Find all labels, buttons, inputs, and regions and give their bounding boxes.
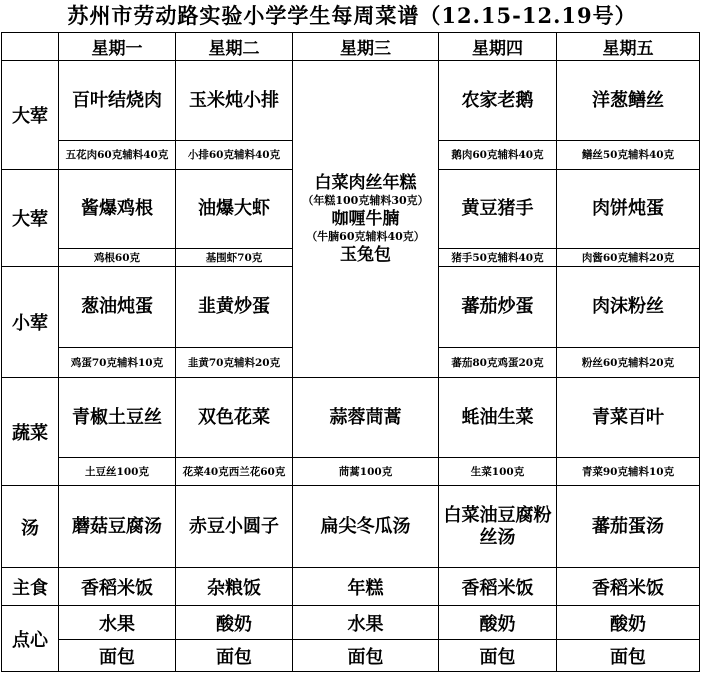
dish-ingredients: 五花肉60克辅料40克 bbox=[59, 141, 176, 170]
page-title: 苏州市劳动路实验小学学生每周菜谱（12.15-12.19号） bbox=[67, 3, 637, 28]
header-row bbox=[2, 33, 700, 61]
dish-ingredients: 小排60克辅料40克 bbox=[176, 141, 293, 170]
dish-name: 蕃茄炒蛋 bbox=[439, 267, 557, 348]
corner-cell bbox=[2, 33, 59, 61]
dish-name: 蚝油生菜 bbox=[439, 378, 557, 458]
dish-ingredients: 茼蒿100克 bbox=[293, 458, 439, 486]
dish-name: 洋葱鳝丝 bbox=[557, 61, 700, 141]
dish-ingredients: 鸡根60克 bbox=[59, 249, 176, 267]
dish-name: 青椒土豆丝 bbox=[59, 378, 176, 458]
dish-ingredients: 花菜40克西兰花60克 bbox=[176, 458, 293, 486]
dish-ingredients: 肉酱60克辅料20克 bbox=[557, 249, 700, 267]
staple-item: 香稻米饭 bbox=[557, 568, 700, 606]
dish-name: 酱爆鸡根 bbox=[59, 170, 176, 249]
dish-name: 玉米炖小排 bbox=[176, 61, 293, 141]
snack-item: 酸奶 bbox=[439, 606, 557, 640]
staple-item: 香稻米饭 bbox=[439, 568, 557, 606]
dish-ingredients: 韭黄70克辅料20克 bbox=[176, 348, 293, 378]
category-label: 主食 bbox=[2, 568, 59, 606]
dish-ingredients: 鳝丝50克辅料40克 bbox=[557, 141, 700, 170]
dish-ingredients: 猪手50克辅料40克 bbox=[439, 249, 557, 267]
dish-name: 农家老鹅 bbox=[439, 61, 557, 141]
dish-ingredients: 鸡蛋70克辅料10克 bbox=[59, 348, 176, 378]
snack-item: 面包 bbox=[293, 640, 439, 672]
dish-name: 百叶结烧肉 bbox=[59, 61, 176, 141]
dish-name: 韭黄炒蛋 bbox=[176, 267, 293, 348]
dish-name: 肉饼炖蛋 bbox=[557, 170, 700, 249]
wednesday-dish: 玉兔包 bbox=[340, 245, 391, 265]
category-label: 点心 bbox=[2, 606, 59, 672]
dish-name: 青菜百叶 bbox=[557, 378, 700, 458]
category-label: 小荤 bbox=[2, 267, 59, 378]
soup-item: 蕃茄蛋汤 bbox=[557, 486, 700, 568]
category-label: 大荤 bbox=[2, 170, 59, 267]
soup-item: 蘑菇豆腐汤 bbox=[59, 486, 176, 568]
wednesday-dish: 白菜肉丝年糕 bbox=[314, 173, 417, 193]
dish-ingredients: 青菜90克辅料10克 bbox=[557, 458, 700, 486]
snack-item: 水果 bbox=[59, 606, 176, 640]
category-label: 汤 bbox=[2, 486, 59, 568]
day-header: 星期五 bbox=[557, 33, 700, 61]
snack-item: 面包 bbox=[557, 640, 700, 672]
dish-name: 葱油炖蛋 bbox=[59, 267, 176, 348]
staple-item: 杂粮饭 bbox=[176, 568, 293, 606]
dish-name: 蒜蓉茼蒿 bbox=[293, 378, 439, 458]
soup-item: 赤豆小圆子 bbox=[176, 486, 293, 568]
staple-item: 年糕 bbox=[293, 568, 439, 606]
snack-item: 面包 bbox=[176, 640, 293, 672]
category-label: 大荤 bbox=[2, 61, 59, 170]
wednesday-merged-cell bbox=[293, 61, 439, 378]
dish-ingredients: 粉丝60克辅料20克 bbox=[557, 348, 700, 378]
dish-name: 双色花菜 bbox=[176, 378, 293, 458]
day-header: 星期三 bbox=[293, 33, 439, 61]
category-label: 蔬菜 bbox=[2, 378, 59, 486]
dish-ingredients: 生菜100克 bbox=[439, 458, 557, 486]
wednesday-dish: 咖喱牛腩 bbox=[331, 209, 400, 229]
snack-item: 面包 bbox=[439, 640, 557, 672]
day-header: 星期四 bbox=[439, 33, 557, 61]
dish-name: 肉沫粉丝 bbox=[557, 267, 700, 348]
snack-item: 酸奶 bbox=[176, 606, 293, 640]
wednesday-ingredients: （年糕100克辅料30克） bbox=[302, 194, 429, 207]
menu-table bbox=[1, 32, 700, 672]
day-header: 星期一 bbox=[59, 33, 176, 61]
wednesday-ingredients: （牛腩60克辅料40克） bbox=[306, 230, 425, 243]
dish-ingredients: 基围虾70克 bbox=[176, 249, 293, 267]
snack-item: 面包 bbox=[59, 640, 176, 672]
dish-ingredients: 蕃茄80克鸡蛋20克 bbox=[439, 348, 557, 378]
soup-item: 白菜油豆腐粉丝汤 bbox=[439, 486, 557, 568]
day-header: 星期二 bbox=[176, 33, 293, 61]
snack-item: 酸奶 bbox=[557, 606, 700, 640]
staple-item: 香稻米饭 bbox=[59, 568, 176, 606]
soup-item: 扁尖冬瓜汤 bbox=[293, 486, 439, 568]
dish-ingredients: 鹅肉60克辅料40克 bbox=[439, 141, 557, 170]
dish-name: 油爆大虾 bbox=[176, 170, 293, 249]
dish-ingredients: 土豆丝100克 bbox=[59, 458, 176, 486]
dish-name: 黄豆猪手 bbox=[439, 170, 557, 249]
snack-item: 水果 bbox=[293, 606, 439, 640]
